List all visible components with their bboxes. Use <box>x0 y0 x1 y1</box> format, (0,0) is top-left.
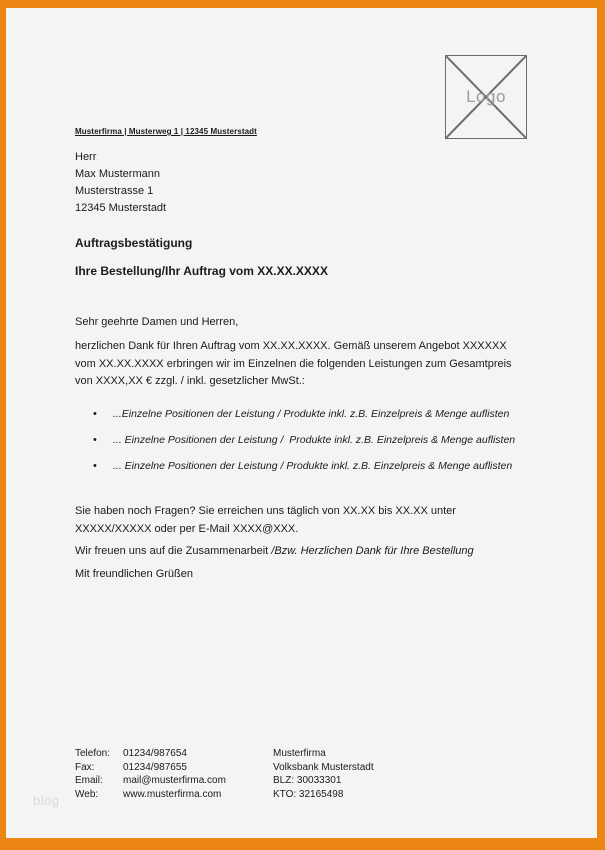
closing-italic-text: /Bzw. Herzlichen Dank für Ihre Bestellung <box>271 545 474 557</box>
recipient-city-line: 12345 Musterstadt <box>75 202 167 214</box>
fax-label: Fax: <box>75 761 95 773</box>
recipient-salutation-line: Herr <box>75 151 97 163</box>
letter-title: Auftragsbestätigung <box>75 236 193 250</box>
letter-subject: Ihre Bestellung/Ihr Auftrag vom XX.XX.XXXX <box>75 264 328 278</box>
questions-paragraph: Sie haben noch Fragen? Sie erreichen uns täglich von XX.XX bis XX.XX unter XXXXX/XXXXX oder per E-Mail XXXX@XXX. <box>75 505 456 535</box>
footer-row-web <box>75 788 226 802</box>
blog-watermark: blog <box>33 793 60 808</box>
web-label: Web: <box>75 788 99 800</box>
logo-label: Logo <box>466 87 506 106</box>
email-label: Email: <box>75 775 103 786</box>
web-value: www.musterfirma.com <box>123 788 222 800</box>
signoff: Mit freundlichen Grüßen <box>75 568 193 580</box>
footer-row-email <box>75 774 226 788</box>
bank-blz-line: BLZ: 30033301 <box>273 775 342 786</box>
recipient-street-line: Musterstrasse 1 <box>75 185 154 197</box>
logo-placeholder <box>445 55 527 139</box>
closing-regular-text: Wir freuen uns auf die Zusammenarbeit <box>75 545 272 557</box>
list-item: • ...Einzelne Positionen der Leistung / Produkte inkl. z.B. Einzelpreis & Menge auflisten <box>93 406 523 423</box>
footer-row-telefon <box>75 747 226 761</box>
bank-kto-line: KTO: 32165498 <box>273 788 344 800</box>
footer-contact-block <box>75 747 226 801</box>
bank-name-line: Volksbank Musterstadt <box>273 761 374 773</box>
sender-address-line: Musterfirma | Musterweg 1 | 12345 Musterstadt <box>75 127 257 136</box>
fax-value: 01234/987655 <box>123 761 187 773</box>
list-item: • ... Einzelne Positionen der Leistung / Produkte inkl. z.B. Einzelpreis & Menge auflisten <box>93 432 523 449</box>
telefon-label: Telefon: <box>75 748 111 759</box>
salutation: Sehr geehrte Damen und Herren, <box>75 316 239 328</box>
telefon-value: 01234/987654 <box>123 748 187 759</box>
recipient-address-block <box>75 149 166 217</box>
email-value: mail@musterfirma.com <box>123 775 226 786</box>
line-item-list <box>93 406 523 484</box>
recipient-name-line: Max Mustermann <box>75 168 160 180</box>
footer-row-fax <box>75 761 226 775</box>
closing-paragraph <box>75 545 555 557</box>
bank-company-line: Musterfirma <box>273 748 326 759</box>
list-item: • ... Einzelne Positionen der Leistung / Produkte inkl. z.B. Einzelpreis & Menge auflisten <box>93 458 523 475</box>
footer-bank-block <box>273 747 374 801</box>
intro-paragraph: herzlichen Dank für Ihren Auftrag vom XX.XX.XXXX. Gemäß unserem Angebot XXXXXX vom XX.XX.XXXX erbringen wir im Einzelnen die folgenden Leistungen zum Gesamtpreis von XXXX,XX € zzgl. / inkl. gesetzlicher MwSt.: <box>75 340 512 387</box>
